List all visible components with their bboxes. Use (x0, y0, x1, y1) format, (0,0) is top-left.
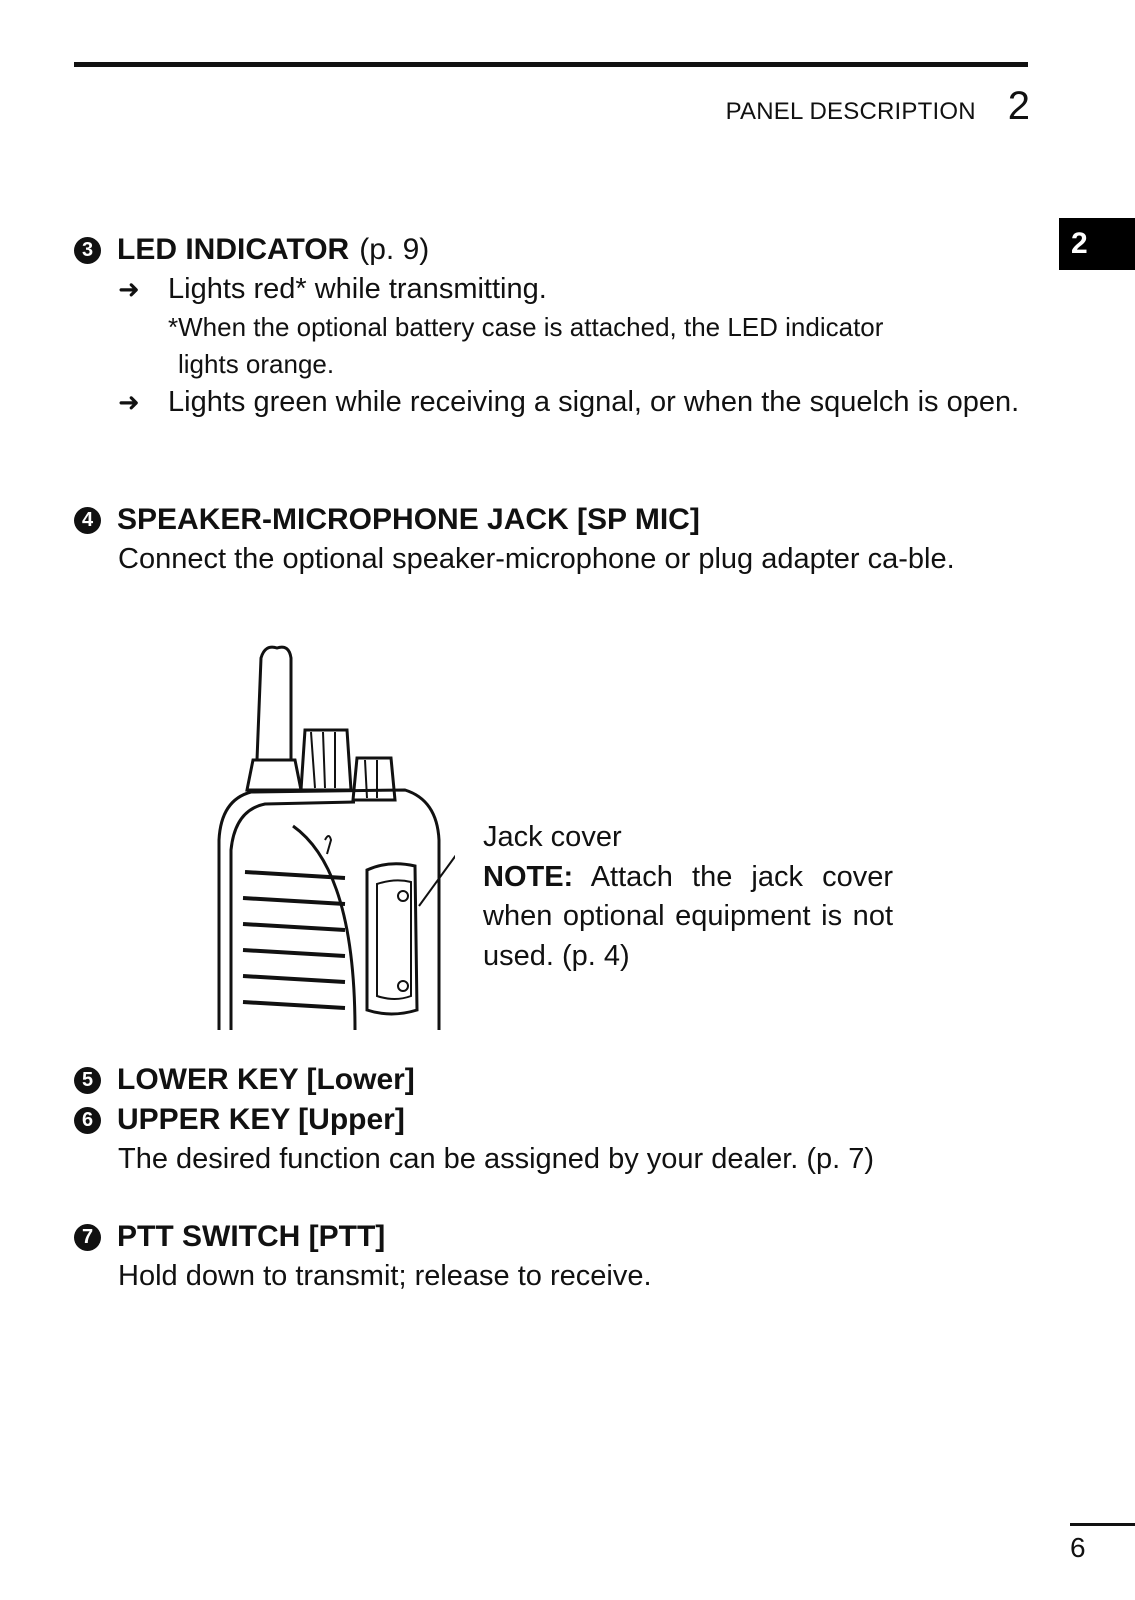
item-heading (74, 1060, 1028, 1100)
item-description: Hold down to transmit; release to receive. (118, 1260, 652, 1292)
figure-callout (483, 818, 893, 976)
item-title: SPEAKER-MICROPHONE JACK [SP MIC] (117, 503, 700, 536)
number-badge: 4 (74, 507, 101, 534)
footnote: *When the optional battery case is attached, the LED indicator lights orange. (168, 312, 884, 379)
bullet-item: ➜ Lights green while receiving a signal, or when the squelch is open. (74, 383, 1028, 422)
footer-rule (1070, 1523, 1135, 1526)
item-heading (74, 1100, 1028, 1140)
item-description: Connect the optional speaker-microphone or plug adapter ca-ble. (118, 543, 955, 575)
number-badge: 3 (74, 237, 101, 264)
item-lower-upper-keys (74, 1060, 1028, 1179)
item-led-indicator (74, 230, 1028, 422)
item-title: PTT SWITCH [PTT] (117, 1220, 386, 1253)
page-ref: (p. 9) (359, 233, 430, 266)
chapter-tab: 2 (1059, 218, 1135, 270)
note-label: NOTE: (483, 860, 574, 893)
item-speaker-mic-jack (74, 500, 1028, 579)
page-number: 6 (1070, 1532, 1086, 1563)
arrow-bullet-icon: ➜ (118, 387, 140, 417)
item-description: The desired function can be assigned by your dealer. (p. 7) (118, 1143, 875, 1175)
note: NOTE: Attach the jack cover when optional equipment is not used. (p. 4) (483, 860, 893, 972)
item-title: UPPER KEY [Upper] (117, 1103, 405, 1136)
number-badge: 5 (74, 1067, 101, 1094)
number-badge: 6 (74, 1107, 101, 1134)
bullet-item: ➜ Lights red* while transmitting. (74, 270, 1028, 309)
chapter-number: 2 (1007, 84, 1030, 128)
item-ptt-switch (74, 1217, 1028, 1296)
number-badge: 7 (74, 1224, 101, 1251)
arrow-bullet-icon: ➜ (118, 274, 140, 304)
section-title: PANEL DESCRIPTION (725, 98, 976, 125)
item-title: LOWER KEY [Lower] (117, 1063, 415, 1096)
item-heading (74, 500, 1028, 540)
running-head (726, 84, 1030, 129)
radio-illustration (205, 640, 455, 1040)
item-heading (74, 230, 1028, 270)
item-heading (74, 1217, 1028, 1257)
callout-label: Jack cover (483, 821, 622, 853)
item-title: LED INDICATOR (117, 233, 350, 266)
top-rule (74, 62, 1028, 67)
